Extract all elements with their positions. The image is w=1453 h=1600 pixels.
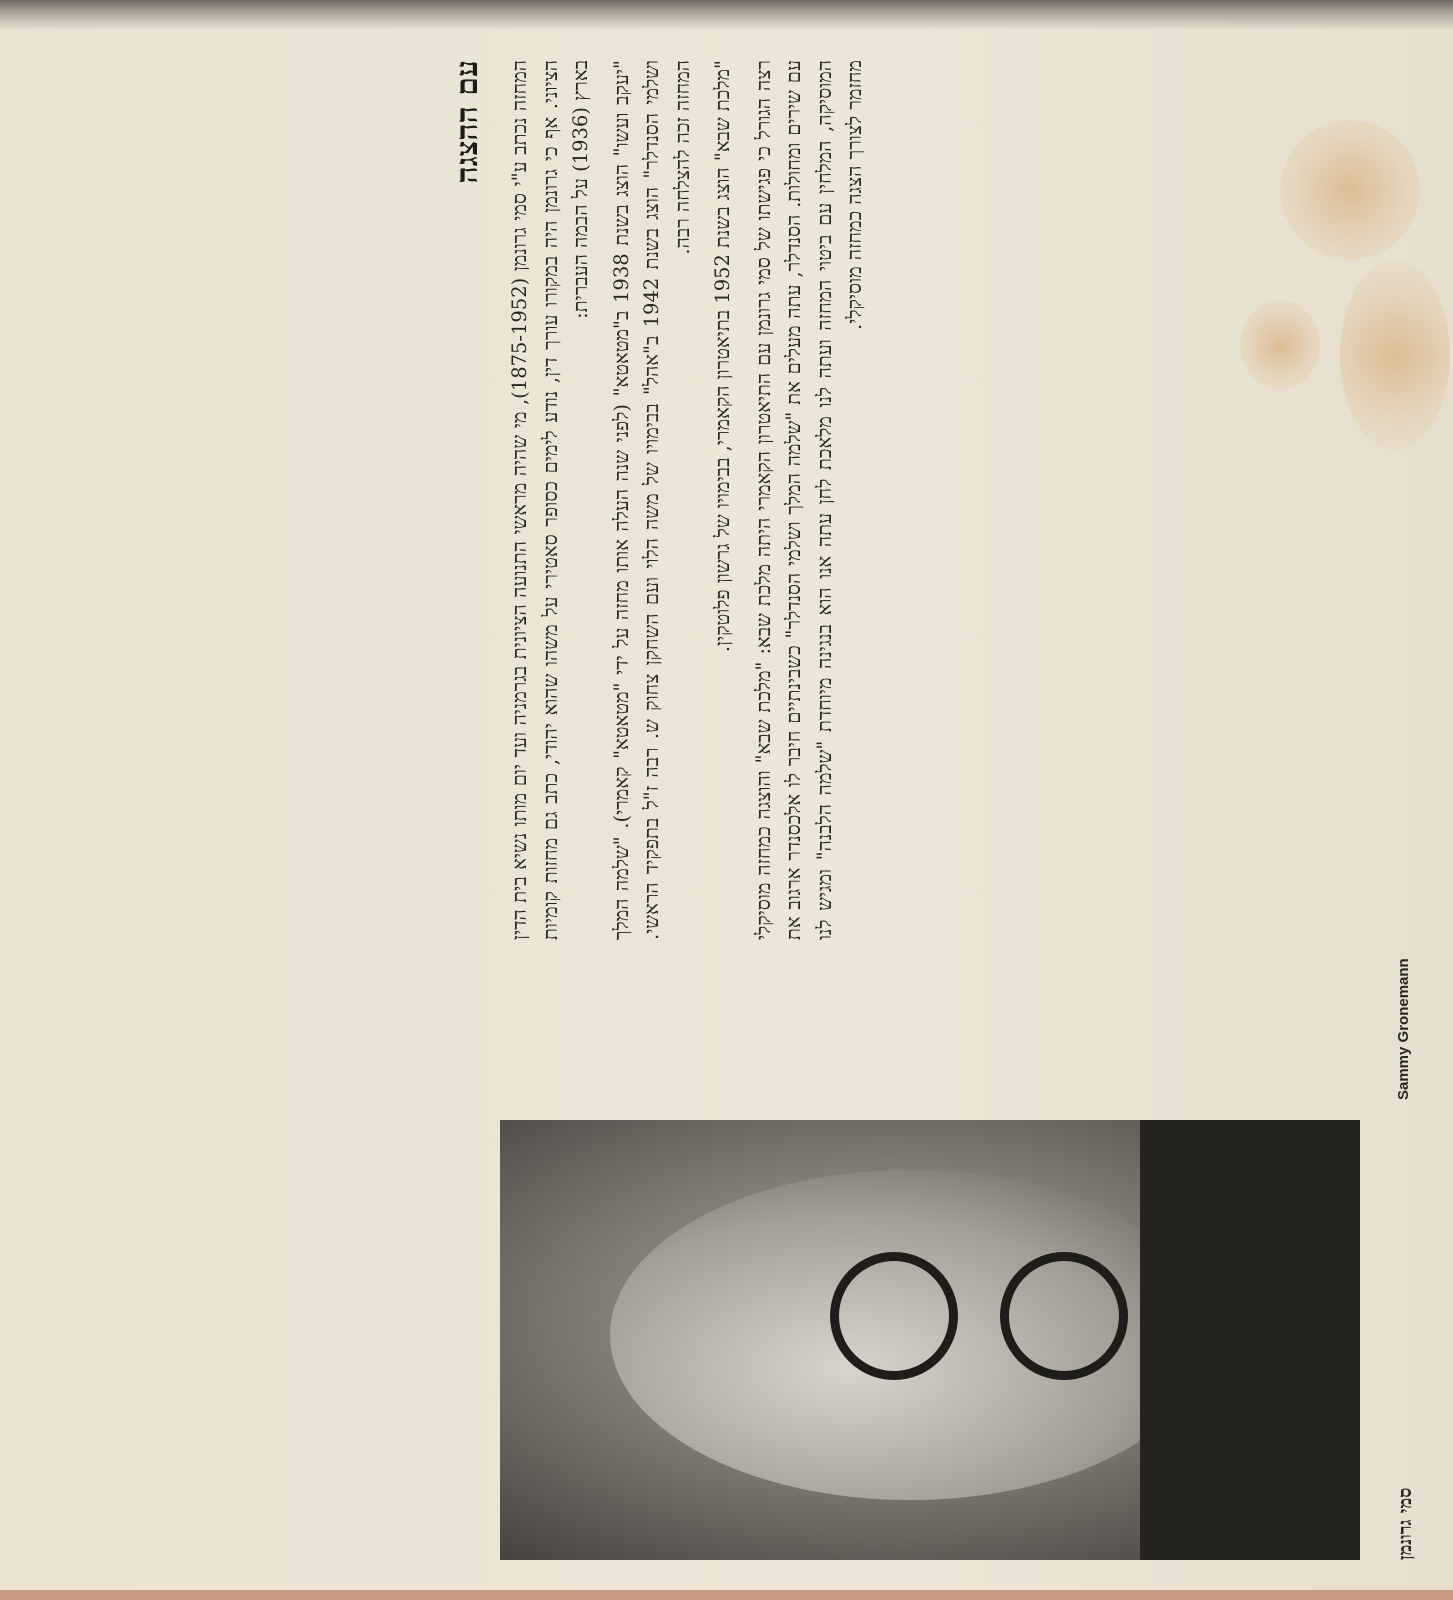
body-paragraph: "יעקב ועשו" הוצג בשנת 1938 ב"מטאטא" (לפני שנה העלה אותו מחזה על ידי "מטאטא" קאמרי). "שלמה המלך ושלמי הסנדלר" הוצג בשנת 1942 ב"אהל" בבימויו של משה הלוי ועם השחקן צחוק ש. רבה ז"ל בתפקיד הראשי. המחזה זכה להצלחה רבה.: [609, 60, 694, 940]
article-body: [505, 60, 1365, 940]
body-paragraph: "מלכת שבא" הוצג בשנת 1952 בתיאטרון הקאמרי, בבימויו של גרשון פלוטקין.: [711, 60, 734, 653]
photo-caption-hebrew: סמי גרונמן: [1395, 1487, 1416, 1560]
section-heading: עם ההצגה: [450, 60, 485, 184]
glasses-lens-right: [1000, 1252, 1128, 1380]
portrait-photo: [500, 1120, 1360, 1560]
photo-caption-latin: Sammy Gronemann: [1395, 958, 1412, 1100]
portrait-coat: [1140, 1120, 1360, 1560]
body-paragraph: המחזה נכתב ע"י סמי גרונמן (1875-1952), מי שהיה מראשי התנועה הציונית בגרמניה ועד יום מותו נשיא בית הדין הציוני. אף כי גרונמן היה במקורו עורך דין, נודע לימים כסופר סאטירי על משהו שהוא יהודי, כתב גם מחזות קומיות בארץ (1936) על הבמה העברית:: [508, 60, 592, 940]
glasses-lens-left: [830, 1252, 958, 1380]
body-paragraph: רצה הגורל כי פגישתו של סמי גרונמן עם התיאטרון הקאמרי היתה מלכת שבא: "מלכת שבא" והוצגה כמחזה מוסיקלי עם שירים ומחולות. הסנדלר, עתה מעלים את "שלמה המלך ושלמי הסנדלר" כשבינתיים חיבר לו אלכסנדר ארגוב את המוסיקה, המלחין עם ביטוי המחזה ועתה לנו מלאכת לחן עתה אנו הוא בנגינה מיוחדת "שלמה הלבנה" ומגיש לנו מחזמר לצורך הצגה כמחזה מוסיקלי.: [751, 60, 866, 940]
